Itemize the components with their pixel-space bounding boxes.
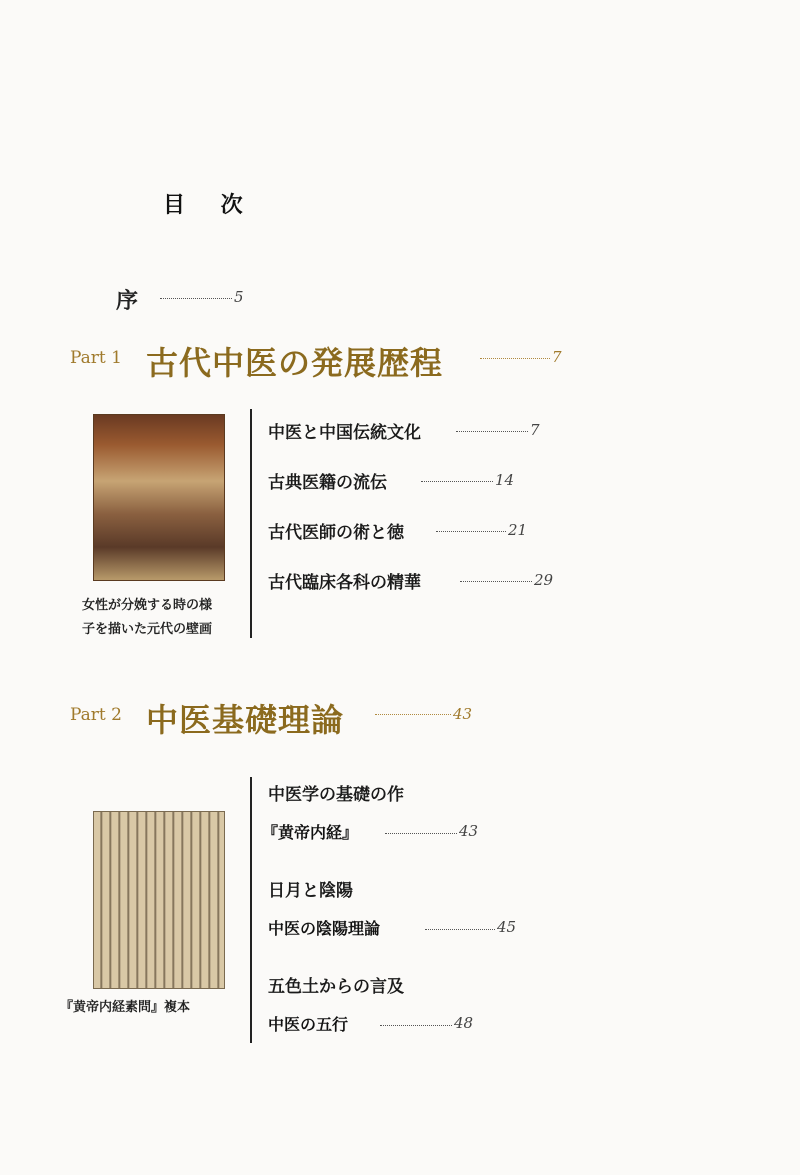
part1-label: Part 1 bbox=[70, 348, 122, 368]
part2-item-3-title[interactable]: 中医の五行 bbox=[268, 1015, 349, 1034]
part2-item-1-leader bbox=[385, 833, 457, 834]
part1-item-1-title[interactable]: 中医と中国伝統文化 bbox=[268, 423, 421, 443]
part2-item-2-page[interactable]: 45 bbox=[497, 918, 517, 936]
book-image bbox=[93, 811, 225, 989]
part2-divider bbox=[250, 777, 252, 1043]
part1-item-1-leader bbox=[456, 431, 528, 432]
part1-item-2-title[interactable]: 古典医籍の流伝 bbox=[268, 473, 387, 493]
part1-item-4-leader bbox=[460, 581, 532, 582]
part1-item-2-leader bbox=[421, 481, 493, 482]
part2-item-2-leader bbox=[425, 929, 495, 930]
part1-item-3-title[interactable]: 古代医師の術と徳 bbox=[268, 523, 404, 543]
part1-page[interactable]: 7 bbox=[552, 348, 562, 366]
preface-page[interactable]: 5 bbox=[234, 288, 244, 306]
figure1-caption-line2: 子を描いた元代の壁画 bbox=[82, 622, 213, 637]
part2-leader bbox=[375, 714, 451, 715]
part2-item-3-page[interactable]: 48 bbox=[454, 1014, 474, 1032]
part1-item-4-page[interactable]: 29 bbox=[534, 571, 554, 589]
part2-title[interactable]: 中医基礎理論 bbox=[146, 701, 345, 739]
figure1-caption-line1: 女性が分娩する時の様 bbox=[82, 598, 213, 613]
part2-label: Part 2 bbox=[70, 705, 122, 725]
toc-title: 目 次 bbox=[163, 193, 257, 218]
part2-item-1-title[interactable]: 『黄帝内経』 bbox=[262, 823, 359, 842]
part2-item-3-leader bbox=[380, 1025, 452, 1026]
figure2-caption: 『黄帝内経素問』複本 bbox=[60, 1000, 191, 1015]
part2-item-2-title[interactable]: 中医の陰陽理論 bbox=[268, 919, 381, 938]
part1-leader bbox=[480, 358, 550, 359]
mural-image bbox=[93, 414, 225, 581]
part1-item-4-title[interactable]: 古代臨床各科の精華 bbox=[268, 573, 421, 593]
part1-item-3-page[interactable]: 21 bbox=[508, 521, 528, 539]
preface-leader bbox=[160, 298, 232, 299]
preface-label: 序 bbox=[116, 288, 139, 314]
part1-title[interactable]: 古代中医の発展歴程 bbox=[146, 344, 444, 382]
part1-item-2-page[interactable]: 14 bbox=[495, 471, 515, 489]
part2-item-3-subtitle: 五色土からの言及 bbox=[268, 977, 404, 997]
part1-divider bbox=[250, 409, 252, 638]
part2-item-1-subtitle: 中医学の基礎の作 bbox=[268, 785, 404, 805]
part2-item-1-page[interactable]: 43 bbox=[459, 822, 479, 840]
part2-item-2-subtitle: 日月と陰陽 bbox=[268, 881, 353, 901]
part1-item-1-page[interactable]: 7 bbox=[530, 421, 540, 439]
part2-page[interactable]: 43 bbox=[453, 705, 473, 723]
part1-item-3-leader bbox=[436, 531, 506, 532]
